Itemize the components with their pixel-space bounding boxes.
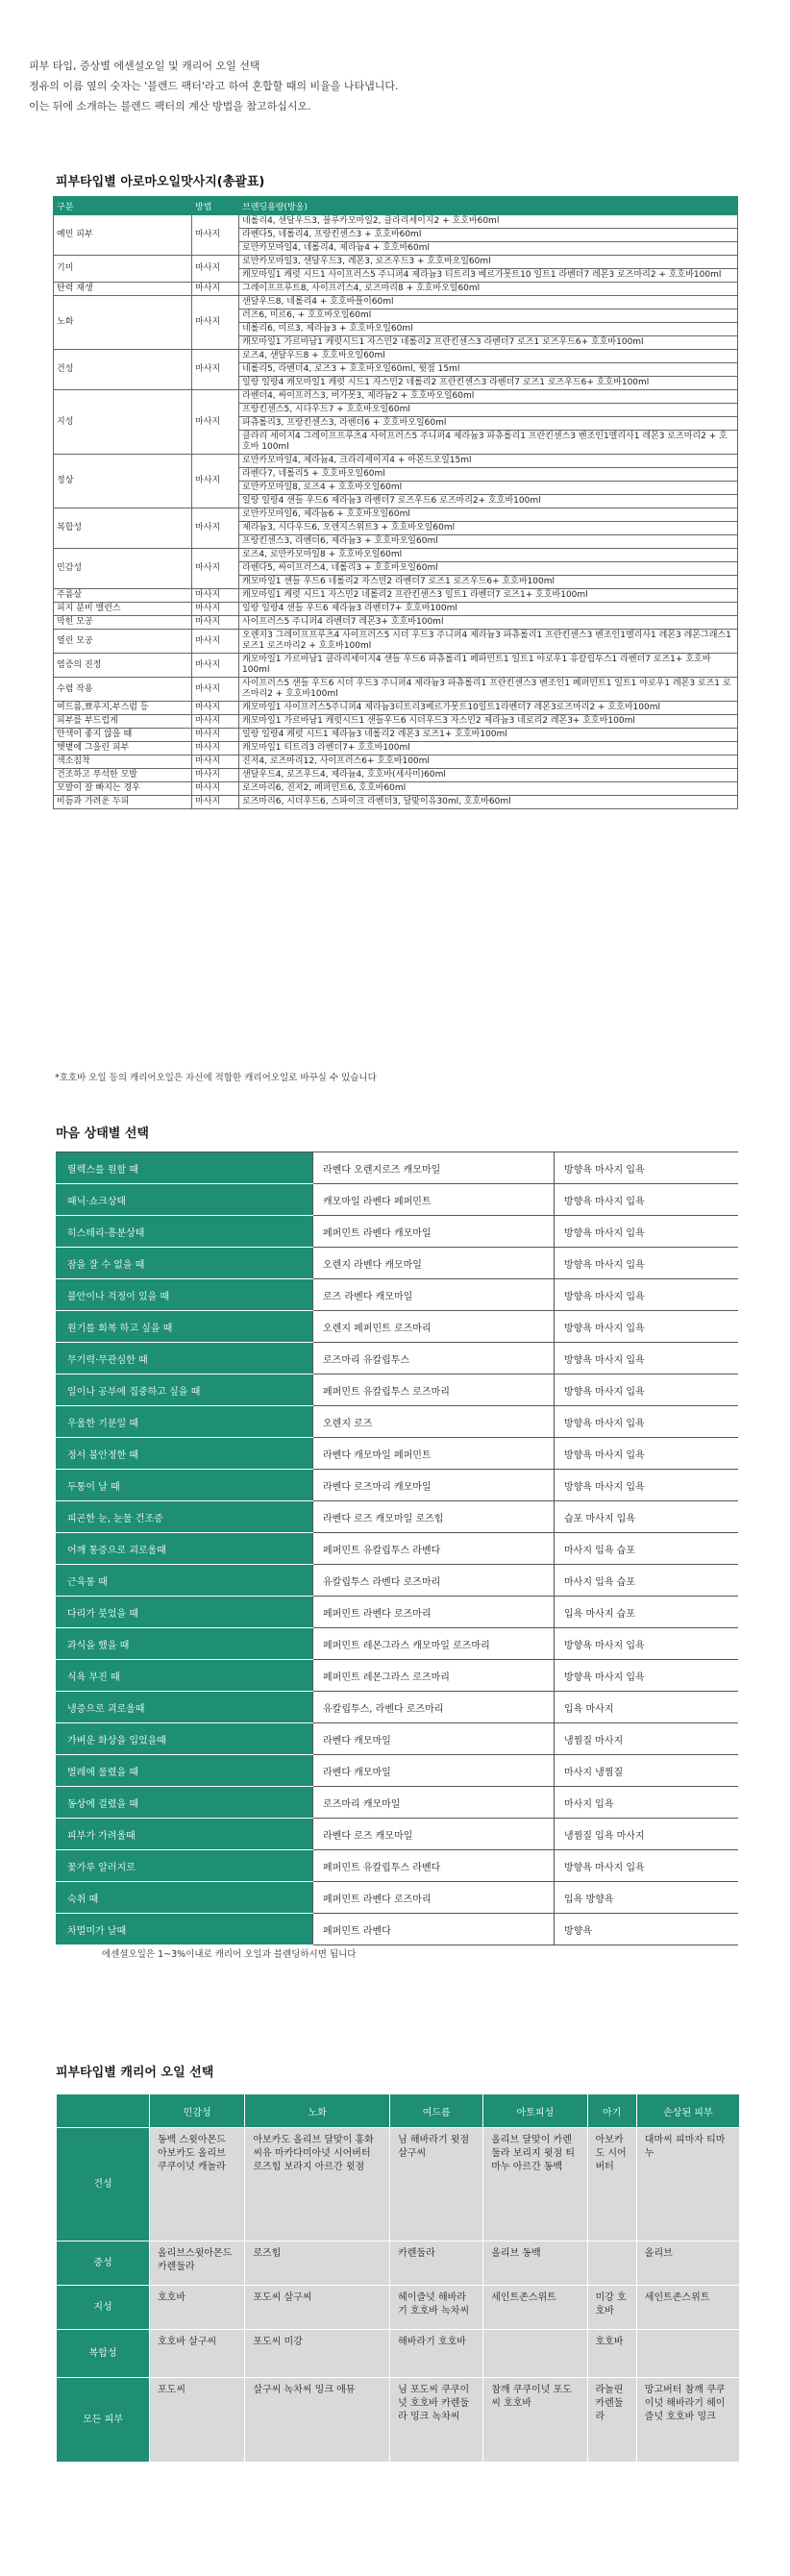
mood-oil-cell: 페퍼민트 라벤다 로즈마리 bbox=[313, 1882, 555, 1914]
mood-state-cell: 벌레에 물렸을 때 bbox=[56, 1755, 313, 1787]
category-cell: 햇볕에 그을린 피부 bbox=[54, 742, 192, 755]
mood-usage-cell: 방향욕 마사지 입욕 bbox=[555, 1152, 739, 1184]
carrier-row bbox=[57, 2378, 740, 2463]
blend-row bbox=[54, 603, 738, 616]
category-cell: 피지 분비 밸런스 bbox=[54, 603, 192, 616]
blend-row bbox=[54, 256, 738, 269]
mood-row bbox=[56, 1628, 738, 1660]
blend-cell: 로즈마리6, 진저2, 페퍼민트6, 호호바60ml bbox=[239, 782, 738, 796]
blend-row bbox=[54, 616, 738, 630]
mood-usage-cell: 방향욕 마사지 입욕 bbox=[555, 1470, 739, 1501]
mood-state-cell: 일이나 공부에 집중하고 싶을 때 bbox=[56, 1375, 313, 1406]
method-cell: 마사지 bbox=[192, 589, 239, 603]
blend-cell: 클라리 세이지4 그레이프프루츠4 사이프러스5 주니퍼4 제라늄3 파츄롤리1 프란킨센스3 벤조인1멜리사1 레몬3 로즈마리2 + 호호바 100ml bbox=[239, 431, 738, 455]
mood-state-cell: 릴렉스를 원할 때 bbox=[56, 1152, 313, 1184]
mood-usage-cell: 마사지 입욕 습포 bbox=[555, 1533, 739, 1565]
blend-cell: 로만카모마일4, 네롤리4, 제라늄4 + 호호바60ml bbox=[239, 242, 738, 256]
category-cell: 색소침착 bbox=[54, 755, 192, 769]
carrier-cell: 호호바 bbox=[150, 2286, 245, 2330]
mood-row bbox=[56, 1375, 738, 1406]
category-cell: 수렴 작용 bbox=[54, 678, 192, 702]
blend-cell: 캐모마일1 가르바남1 클라리세이지4 샌들 우드6 파츄롤리1 페파민트1 일트1 야로우1 유칼립투스1 라벤더7 로즈1+ 호호바100ml bbox=[239, 654, 738, 678]
carrier-cell: 참깨 쿠쿠이넛 포도씨 호호바 bbox=[483, 2378, 587, 2463]
blend-cell: 프랑킨센스5, 시다우드7 + 호호바오일60ml bbox=[239, 404, 738, 417]
carrier-cell: 포도씨 미강 bbox=[245, 2330, 390, 2378]
blend-row bbox=[54, 796, 738, 809]
carrier-cell: 올리브 달맞이 카렌둘라 보리지 윗점 티마누 아르간 동백 bbox=[483, 2128, 587, 2242]
mood-usage-cell: 방향욕 마사지 입욕 bbox=[555, 1628, 739, 1660]
blend-cell: 그레이프프루트8, 사이프러스4, 로즈마리8 + 호호바오일60ml bbox=[239, 283, 738, 296]
column-header: 노화 bbox=[245, 2094, 390, 2128]
skin-type-rows bbox=[54, 215, 738, 809]
blend-cell: 로만카모마일6, 제라늄6 + 호호바오일60ml bbox=[239, 508, 738, 522]
carrier-cell: 동백 스윗아몬드 아보카도 올리브 쿠쿠이넛 캐놀라 bbox=[150, 2128, 245, 2242]
method-cell: 마사지 bbox=[192, 702, 239, 715]
category-cell: 민감성 bbox=[54, 549, 192, 589]
carrier-oil-table bbox=[56, 2093, 740, 2463]
mood-row bbox=[56, 1723, 738, 1755]
method-cell: 마사지 bbox=[192, 256, 239, 283]
intro-line: 피부 타입, 증상별 에센셜오일 및 캐리어 오일 선택 bbox=[29, 60, 260, 72]
blend-cell: 로만카모마일4, 제라늄4, 크라리세이지4 + 아몬드오일15ml bbox=[239, 455, 738, 468]
header-method: 방법 bbox=[192, 197, 239, 215]
corner-cell bbox=[57, 2094, 150, 2128]
blend-cell: 일랑 일랑4 캐럿 시드1 제라늄3 네롤리2 레몬3 로즈1+ 호호바100ml bbox=[239, 729, 738, 742]
method-cell: 마사지 bbox=[192, 796, 239, 809]
mood-oil-cell: 페퍼민트 유칼립투스 라벤다 bbox=[313, 1850, 555, 1882]
mood-row bbox=[56, 1406, 738, 1438]
category-cell: 막힌 모공 bbox=[54, 616, 192, 630]
mood-oil-cell: 유칼립투스, 라벤다 로즈마리 bbox=[313, 1692, 555, 1723]
row-header: 건성 bbox=[57, 2128, 150, 2242]
mood-row bbox=[56, 1501, 738, 1533]
mood-state-cell: 우울한 기분일 때 bbox=[56, 1406, 313, 1438]
blend-cell: 일랑 일랑4 샌들 우드6 제라늄3 라벤더7 로즈우드6 로즈마리2+ 호호바100ml bbox=[239, 495, 738, 508]
blend-cell: 로만카모마일8, 로즈4 + 호호바오일60ml bbox=[239, 482, 738, 495]
column-header: 손상된 피부 bbox=[636, 2094, 739, 2128]
blend-row bbox=[54, 769, 738, 782]
blend-row bbox=[54, 702, 738, 715]
category-cell: 주름살 bbox=[54, 589, 192, 603]
dilution-note: 에센셜오일은 1~3%이내로 캐리어 오일과 블렌딩하시면 됩니다 bbox=[102, 1949, 357, 1960]
category-cell: 지성 bbox=[54, 390, 192, 455]
blend-cell: 네롤리4, 샌달우드3, 블루카모마일2, 클라리세이지2 + 호호바60ml bbox=[239, 215, 738, 229]
mood-state-cell: 피부가 가려울때 bbox=[56, 1819, 313, 1850]
blend-cell: 라벤더4, 싸이프러스3, 버가못3, 제라늄2 + 호호바오일60ml bbox=[239, 390, 738, 404]
mood-usage-cell: 습포 마사지 입욕 bbox=[555, 1501, 739, 1533]
carrier-cell: 망고버터 참깨 쿠쿠이넛 해바라기 헤이즐넛 호호바 밍크 bbox=[636, 2378, 739, 2463]
mood-row bbox=[56, 1565, 738, 1597]
blend-row bbox=[54, 729, 738, 742]
intro bbox=[29, 60, 769, 120]
section2-title: 마음 상태별 선택 bbox=[56, 1127, 149, 1141]
blend-cell: 캐모마일1 가르바남1 캐럿시드1 샌들우드6 시더우드3 자스민2 제라늄3 네로리2 레몬3+ 호호바100ml bbox=[239, 715, 738, 729]
section1-title: 피부타입별 아로마오일맛사지(총괄표) bbox=[56, 175, 265, 189]
mood-oil-cell: 페퍼민트 라벤다 bbox=[313, 1914, 555, 1945]
mood-row bbox=[56, 1438, 738, 1470]
blend-cell: 캐모마일1 가르바남1 캐럿시드1 자스민2 네롤리2 프란킨센스3 라벤더7 로즈1 로즈우드6+ 호호바100ml bbox=[239, 336, 738, 350]
row-header: 중성 bbox=[57, 2242, 150, 2286]
category-cell: 여드름,뾰루지,부스럼 등 bbox=[54, 702, 192, 715]
mood-usage-cell: 냉찜질 입욕 마사지 bbox=[555, 1819, 739, 1850]
blend-cell: 일랑 일랑4 캐모마일1 캐럿 시드1 자스민2 네롤리2 프란킨센스3 라벤더7 로즈1 로즈우드6+ 호호바100ml bbox=[239, 377, 738, 390]
skin-type-massage-table bbox=[53, 196, 738, 809]
mood-oil-cell: 로즈마리 캐모마일 bbox=[313, 1787, 555, 1819]
carrier-row bbox=[57, 2330, 740, 2378]
blend-cell: 샌달우드8, 네롤리4 + 호호바플이60ml bbox=[239, 296, 738, 310]
mood-row bbox=[56, 1470, 738, 1501]
mood-oil-cell: 캐모마일 라벤다 페퍼민트 bbox=[313, 1184, 555, 1216]
mood-row bbox=[56, 1882, 738, 1914]
mood-state-cell: 꽃가루 알러지로 bbox=[56, 1850, 313, 1882]
carrier-cell: 님 해바라기 윗점 살구씨 bbox=[390, 2128, 483, 2242]
mood-state-cell: 원기를 회복 하고 싶을 때 bbox=[56, 1311, 313, 1343]
mood-oil-cell: 페퍼민트 레몬그라스 로즈마리 bbox=[313, 1660, 555, 1692]
carrier-row bbox=[57, 2286, 740, 2330]
row-header: 복합성 bbox=[57, 2330, 150, 2378]
blend-row bbox=[54, 455, 738, 468]
category-cell: 피부를 부드럽게 bbox=[54, 715, 192, 729]
carrier-cell: 라놀린 카렌둘라 bbox=[587, 2378, 636, 2463]
category-cell: 기미 bbox=[54, 256, 192, 283]
intro-line: 이는 뒤에 소개하는 블렌드 팩터의 계산 방법을 참고하십시오. bbox=[29, 100, 311, 112]
mood-oil-cell: 라벤다 로즈 캐모마일 bbox=[313, 1819, 555, 1850]
column-header: 여드름 bbox=[390, 2094, 483, 2128]
method-cell: 마사지 bbox=[192, 350, 239, 390]
mood-usage-cell: 입욕 방향욕 bbox=[555, 1882, 739, 1914]
blend-cell: 사이프러스5 샌들 우드6 시더 우드3 주니퍼4 제라늄3 파츄롤리1 프란킨센스3 벤조인1 페퍼민트1 일트1 야로우1 레몬3 로즈1 로즈마리2 + 호호바100ml bbox=[239, 678, 738, 702]
carrier-cell: 세인트존스위트 bbox=[483, 2286, 587, 2330]
carrier-cell: 헤이즐넛 해바라기 호호바 녹차씨 bbox=[390, 2286, 483, 2330]
mood-row bbox=[56, 1914, 738, 1945]
mood-state-cell: 과식을 했을 때 bbox=[56, 1628, 313, 1660]
mood-oil-cell: 유칼립투스 라벤다 로즈마리 bbox=[313, 1565, 555, 1597]
carrier-cell: 로즈힙 bbox=[245, 2242, 390, 2286]
blend-cell: 러즈6, 미르6, + 호호바오일60ml bbox=[239, 310, 738, 323]
blend-cell: 캐모마일1 캐럿 시드1 자스민2 네롤리2 프란킨센스3 일트1 라벤더7 로즈1+ 호호바100ml bbox=[239, 589, 738, 603]
blend-cell: 캐모마일1 사이프러스5주니퍼4 제라늄3티트리3베르가못트10일트1라벤더7 레몬3로즈마리2 + 호호바100ml bbox=[239, 702, 738, 715]
carrier-cell: 살구씨 녹차씨 밍크 애뮤 bbox=[245, 2378, 390, 2463]
blend-row bbox=[54, 589, 738, 603]
carrier-cell: 올리브 동백 bbox=[483, 2242, 587, 2286]
category-cell: 탄력 재생 bbox=[54, 283, 192, 296]
mood-state-cell: 동상에 걸렸을 때 bbox=[56, 1787, 313, 1819]
blend-row bbox=[54, 508, 738, 522]
header-category: 구분 bbox=[54, 197, 192, 215]
mood-oil-cell: 라벤다 로즈마리 캐모마일 bbox=[313, 1470, 555, 1501]
blend-row bbox=[54, 755, 738, 769]
carrier-rows bbox=[57, 2128, 740, 2463]
method-cell: 마사지 bbox=[192, 630, 239, 654]
category-cell: 열린 모공 bbox=[54, 630, 192, 654]
method-cell: 마사지 bbox=[192, 283, 239, 296]
category-cell: 안색이 좋지 않을 때 bbox=[54, 729, 192, 742]
method-cell: 마사지 bbox=[192, 215, 239, 256]
carrier-cell: 미강 호호바 bbox=[587, 2286, 636, 2330]
intro-line: 정유의 이름 옆의 숫자는 '블렌드 팩터'라고 하여 혼합할 때의 비율을 나타냅니다. bbox=[29, 80, 399, 92]
method-cell: 마사지 bbox=[192, 782, 239, 796]
mood-usage-cell: 방향욕 마사지 입욕 bbox=[555, 1343, 739, 1375]
blend-cell: 제라늄3, 시다우드6, 오렌지스위트3 + 호호바오일60ml bbox=[239, 522, 738, 535]
blend-row bbox=[54, 782, 738, 796]
category-cell: 염증의 진정 bbox=[54, 654, 192, 678]
mood-state-cell: 피곤한 눈, 눈물 건조증 bbox=[56, 1501, 313, 1533]
mood-state-cell: 불안이나 걱정이 있을 때 bbox=[56, 1279, 313, 1311]
mood-row bbox=[56, 1597, 738, 1628]
blend-cell: 프랑킨센스3, 라벤더6, 제라늄3 + 호호바오일60ml bbox=[239, 535, 738, 549]
mood-oil-cell: 로즈마리 유칼립투스 bbox=[313, 1343, 555, 1375]
blend-cell: 샌달우드4, 로즈우드4, 제라늄4, 호호바(세사미)60ml bbox=[239, 769, 738, 782]
carrier-cell: 대마씨 피마자 티마누 bbox=[636, 2128, 739, 2242]
category-cell: 비듬과 가려운 두피 bbox=[54, 796, 192, 809]
mood-oil-cell: 로즈 라벤다 캐모마일 bbox=[313, 1279, 555, 1311]
carrier-row bbox=[57, 2128, 740, 2242]
category-cell: 복합성 bbox=[54, 508, 192, 549]
blend-cell: 캐모마일1 캐럿 시드1 사이프러스5 주니퍼4 제라늄3 티트리3 베르가못트10 일트1 라벤더7 레몬3 로즈마리2 + 호호바100ml bbox=[239, 269, 738, 283]
carrier-cell: 아보카도 시어버터 bbox=[587, 2128, 636, 2242]
mood-state-cell: 어깨 통증으로 괴로울때 bbox=[56, 1533, 313, 1565]
mood-state-cell: 가벼운 화상을 입었을때 bbox=[56, 1723, 313, 1755]
mood-row bbox=[56, 1533, 738, 1565]
mood-usage-cell: 방향욕 마사지 입욕 bbox=[555, 1216, 739, 1248]
blend-row bbox=[54, 715, 738, 729]
mood-row bbox=[56, 1343, 738, 1375]
blend-cell: 네롤리5, 라벤더4, 로즈3 + 호호바오일60ml, 윗점 15ml bbox=[239, 363, 738, 377]
mood-row bbox=[56, 1787, 738, 1819]
section3-title: 피부타입별 캐리어 오일 선택 bbox=[56, 2066, 214, 2080]
blend-row bbox=[54, 350, 738, 363]
mood-oil-cell: 페퍼민트 라벤다 로즈마리 bbox=[313, 1597, 555, 1628]
carrier-cell: 포도씨 살구씨 bbox=[245, 2286, 390, 2330]
blend-cell: 로만카모마일3, 샌달우드3, 레몬3, 로즈우드3 + 호호바오일60ml bbox=[239, 256, 738, 269]
mood-state-cell: 패닉·쇼크상태 bbox=[56, 1184, 313, 1216]
blend-row bbox=[54, 283, 738, 296]
carrier-cell: 포도씨 bbox=[150, 2378, 245, 2463]
method-cell: 마사지 bbox=[192, 549, 239, 589]
blend-cell: 로즈4, 샌달우드8 + 호호바오일60ml bbox=[239, 350, 738, 363]
carrier-row bbox=[57, 2242, 740, 2286]
carrier-cell: 호호바 bbox=[587, 2330, 636, 2378]
blend-cell: 캐모마일1 샌들 우드6 네롤리2 자스민2 라벤더7 로즈1 로즈우드6+ 호호바100ml bbox=[239, 576, 738, 589]
mood-usage-cell: 방향욕 bbox=[555, 1914, 739, 1945]
mood-row bbox=[56, 1850, 738, 1882]
carrier-cell: 올리브 bbox=[636, 2242, 739, 2286]
mood-oil-cell: 오렌지 페퍼민트 로즈마리 bbox=[313, 1311, 555, 1343]
mood-usage-cell: 방향욕 마사지 입욕 bbox=[555, 1850, 739, 1882]
mood-oil-cell: 라벤다 오렌지로즈 캐모마일 bbox=[313, 1152, 555, 1184]
carrier-note: *호호바 오일 등의 캐리어오일은 자신에 적합한 캐리어오일로 바꾸실 수 있습니다 bbox=[55, 1073, 377, 1083]
category-cell: 모발이 잘 빠지는 경우 bbox=[54, 782, 192, 796]
column-header: 아토피성 bbox=[483, 2094, 587, 2128]
mood-state-cell: 냉증으로 괴로울때 bbox=[56, 1692, 313, 1723]
carrier-cell: 카렌둘라 bbox=[390, 2242, 483, 2286]
carrier-cell: 아보카도 올리브 달맞이 홍화씨유 마카다미아넛 시어버터 로즈힙 보라지 아르간 윗점 bbox=[245, 2128, 390, 2242]
category-cell: 노화 bbox=[54, 296, 192, 350]
blend-cell: 로즈4, 로만카모마일8 + 호호바오일60ml bbox=[239, 549, 738, 562]
mood-row bbox=[56, 1311, 738, 1343]
mood-oil-cell: 라벤다 캐모마일 페퍼민트 bbox=[313, 1438, 555, 1470]
blend-row bbox=[54, 654, 738, 678]
mood-state-cell: 식욕 부진 때 bbox=[56, 1660, 313, 1692]
mood-state-cell: 다리가 붓었을 때 bbox=[56, 1597, 313, 1628]
mood-row bbox=[56, 1152, 738, 1184]
method-cell: 마사지 bbox=[192, 769, 239, 782]
blend-cell: 일랑 일랑4 샌들 우드6 제라늄3 라벤더7+ 호호바100ml bbox=[239, 603, 738, 616]
mood-state-cell: 히스테리·흥분상태 bbox=[56, 1216, 313, 1248]
blend-cell: 라벤다5, 싸이프러스4, 네롤리3 + 호호바오일60ml bbox=[239, 562, 738, 576]
blend-row bbox=[54, 296, 738, 310]
carrier-cell bbox=[636, 2330, 739, 2378]
mood-usage-cell: 입욕 마사지 습포 bbox=[555, 1597, 739, 1628]
mood-usage-cell: 방향욕 마사지 입욕 bbox=[555, 1184, 739, 1216]
category-cell: 예민 피부 bbox=[54, 215, 192, 256]
mood-row bbox=[56, 1819, 738, 1850]
row-header: 지성 bbox=[57, 2286, 150, 2330]
method-cell: 마사지 bbox=[192, 296, 239, 350]
method-cell: 마사지 bbox=[192, 729, 239, 742]
mood-usage-cell: 방향욕 마사지 입욕 bbox=[555, 1375, 739, 1406]
method-cell: 마사지 bbox=[192, 455, 239, 508]
blend-cell: 파츄롤리3, 프랑킨센스3, 라벤더6 + 호호바오일60ml bbox=[239, 417, 738, 431]
mood-row bbox=[56, 1216, 738, 1248]
blend-row bbox=[54, 390, 738, 404]
mood-state-cell: 근육통 때 bbox=[56, 1565, 313, 1597]
row-header: 모든 피부 bbox=[57, 2378, 150, 2463]
mood-usage-cell: 방향욕 마사지 입욕 bbox=[555, 1438, 739, 1470]
mood-usage-cell: 마사지 입욕 습포 bbox=[555, 1565, 739, 1597]
mood-oil-cell: 라벤다 캐모마일 bbox=[313, 1755, 555, 1787]
mood-oil-cell: 페퍼민트 레몬그라스 캐모마일 로즈마리 bbox=[313, 1628, 555, 1660]
mood-usage-cell: 입욕 마사지 bbox=[555, 1692, 739, 1723]
carrier-cell: 호호바 살구씨 bbox=[150, 2330, 245, 2378]
mood-oil-cell: 페퍼민트 라벤다 캐모마일 bbox=[313, 1216, 555, 1248]
blend-cell: 오렌지3 그레이프프루츠4 사이프러스5 시더 우드3 주니퍼4 제라늄3 파츄롤리1 프란킨센스3 벤조인1멜리사1 레몬3 레몬그래스1 로즈1 로즈마리2 + 호호바100ml bbox=[239, 630, 738, 654]
mood-oil-cell: 페퍼민트 유칼립투스 로즈마리 bbox=[313, 1375, 555, 1406]
blend-cell: 네롤리6, 미르3, 제라늄3 + 호호바오일60ml bbox=[239, 323, 738, 336]
blend-cell: 진저4, 로즈마리12, 사이프러스6+ 호호바100ml bbox=[239, 755, 738, 769]
method-cell: 마사지 bbox=[192, 678, 239, 702]
mood-state-cell: 차멀미가 날때 bbox=[56, 1914, 313, 1945]
blend-cell: 로즈마리6, 시더우드6, 스파이크 라벤더3, 달맞이유30ml, 호호바60ml bbox=[239, 796, 738, 809]
method-cell: 마사지 bbox=[192, 755, 239, 769]
mood-row bbox=[56, 1660, 738, 1692]
mood-usage-cell: 방향욕 마사지 입욕 bbox=[555, 1406, 739, 1438]
mood-usage-cell: 마사지 입욕 bbox=[555, 1787, 739, 1819]
mood-usage-cell: 방향욕 마사지 입욕 bbox=[555, 1279, 739, 1311]
column-header: 아기 bbox=[587, 2094, 636, 2128]
blend-cell: 라벤다5, 네롤리4, 프랑킨센스3 + 호호바60ml bbox=[239, 229, 738, 242]
blend-row bbox=[54, 630, 738, 654]
mood-oil-cell: 페퍼민트 유칼립투스 라벤다 bbox=[313, 1533, 555, 1565]
mood-state-cell: 숙취 때 bbox=[56, 1882, 313, 1914]
carrier-cell bbox=[483, 2330, 587, 2378]
category-cell: 건성 bbox=[54, 350, 192, 390]
header-blend: 브렌딩용량(방울) bbox=[239, 197, 738, 215]
method-cell: 마사지 bbox=[192, 742, 239, 755]
mood-oil-cell: 라벤다 캐모마일 bbox=[313, 1723, 555, 1755]
carrier-cell: 님 포도씨 쿠쿠이넛 호호바 카렌둘라 밍크 녹차씨 bbox=[390, 2378, 483, 2463]
blend-cell: 사이프러스5 주니퍼4 라벤더7 레몬3+ 호호바100ml bbox=[239, 616, 738, 630]
mood-state-cell: 정서 불안정한 때 bbox=[56, 1438, 313, 1470]
method-cell: 마사지 bbox=[192, 390, 239, 455]
mood-oil-cell: 오렌지 로즈 bbox=[313, 1406, 555, 1438]
carrier-cell bbox=[587, 2242, 636, 2286]
blend-row bbox=[54, 215, 738, 229]
column-header: 민감성 bbox=[150, 2094, 245, 2128]
method-cell: 마사지 bbox=[192, 715, 239, 729]
blend-row bbox=[54, 549, 738, 562]
category-cell: 정상 bbox=[54, 455, 192, 508]
blend-row bbox=[54, 678, 738, 702]
mood-row bbox=[56, 1279, 738, 1311]
carrier-cell: 올리브스윗아몬드 카렌둘라 bbox=[150, 2242, 245, 2286]
mood-usage-cell: 방향욕 마사지 입욕 bbox=[555, 1660, 739, 1692]
method-cell: 마사지 bbox=[192, 508, 239, 549]
mood-usage-cell: 냉찜질 마사지 bbox=[555, 1723, 739, 1755]
mood-usage-cell: 방향욕 마사지 입욕 bbox=[555, 1311, 739, 1343]
mood-rows bbox=[56, 1152, 738, 1945]
method-cell: 마사지 bbox=[192, 616, 239, 630]
carrier-cell: 세인트존스위트 bbox=[636, 2286, 739, 2330]
mood-row bbox=[56, 1692, 738, 1723]
method-cell: 마사지 bbox=[192, 603, 239, 616]
mood-state-cell: 잠을 잘 수 없을 때 bbox=[56, 1248, 313, 1279]
mood-row bbox=[56, 1184, 738, 1216]
mood-row bbox=[56, 1248, 738, 1279]
mood-state-cell: 무기력·무관심한 때 bbox=[56, 1343, 313, 1375]
mood-table bbox=[56, 1152, 738, 1945]
blend-row bbox=[54, 742, 738, 755]
method-cell: 마사지 bbox=[192, 654, 239, 678]
category-cell: 건조하고 푸석한 모발 bbox=[54, 769, 192, 782]
mood-usage-cell: 마사지 냉찜질 bbox=[555, 1755, 739, 1787]
blend-cell: 캐모마일1 티트리3 라벤더7+ 호호바100ml bbox=[239, 742, 738, 755]
mood-oil-cell: 오렌지 라벤다 캐모마일 bbox=[313, 1248, 555, 1279]
mood-oil-cell: 라벤다 로즈 캐모마일 로즈힙 bbox=[313, 1501, 555, 1533]
carrier-cell: 해바라기 호호바 bbox=[390, 2330, 483, 2378]
mood-row bbox=[56, 1755, 738, 1787]
mood-state-cell: 두통이 날 때 bbox=[56, 1470, 313, 1501]
mood-usage-cell: 방향욕 마사지 입욕 bbox=[555, 1248, 739, 1279]
blend-cell: 라벤다7, 네롤리5 + 호호바오일60ml bbox=[239, 468, 738, 482]
